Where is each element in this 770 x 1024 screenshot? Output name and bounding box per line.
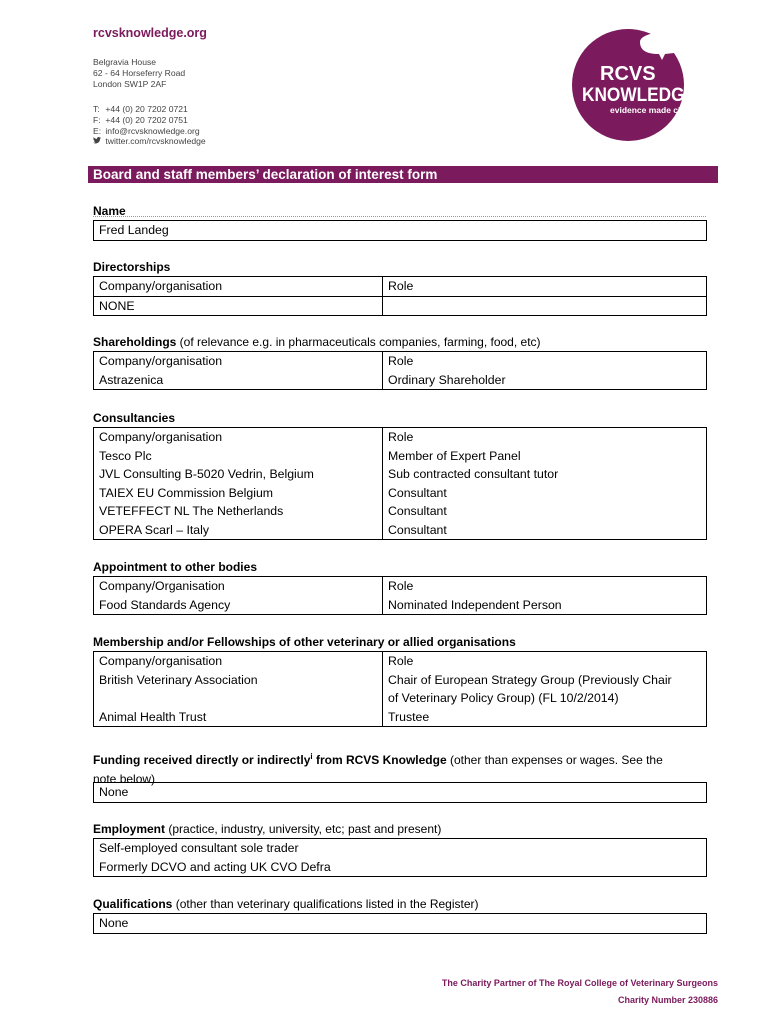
form-title-banner [88,166,718,183]
consultancies-label: Consultancies [93,411,176,425]
employment-table [93,838,707,877]
table-row: TAIEX EU Commission Belgium Consultant [94,484,707,503]
employment-label: Employment (practice, industry, university, etc; past and present) [93,822,442,836]
table-row: Animal Health Trust Trustee [94,708,707,727]
appointments-table [93,576,707,615]
website-link[interactable]: rcvsknowledge.org [93,26,207,40]
name-value[interactable]: Fred Landeg [94,221,707,241]
table-row: British Veterinary Association Chair of European Strategy Group (Previously Chair [94,671,707,690]
directorships-table [93,276,707,316]
logo-tagline: evidence made clear [610,105,694,115]
address-line: 62 - 64 Horseferry Road [93,67,186,78]
footer-charity-partner: The Charity Partner of The Royal College of Veterinary Surgeons [441,978,718,988]
table-header-row: Company/Organisation Role [94,577,707,596]
shareholdings-label: Shareholdings (of relevance e.g. in pharmaceuticals companies, farming, food, etc) [93,335,541,349]
contact-block [93,104,206,147]
twitter-line [93,136,206,147]
twitter-icon [93,136,103,147]
table-row: VETEFFECT NL The Netherlands Consultant [94,502,707,521]
qualifications-table [93,913,707,934]
footer-charity-number: Charity Number 230886 [617,995,718,1005]
memberships-label: Membership and/or Fellowships of other veterinary or allied organisations [93,635,516,649]
employment-line[interactable]: Formerly DCVO and acting UK CVO Defra [94,858,707,877]
memberships-table [93,651,707,727]
funding-label: Funding received directly or indirectly$^i$ from RCVS Knowledge (other than expenses or wages. See the note below) [93,752,663,786]
table-row: Tesco Plc Member of Expert Panel [94,447,707,466]
appointments-label: Appointment to other bodies [93,560,257,574]
fax-line: F: +44 (0) 20 7202 0751 [93,114,188,125]
table-row: OPERA Scarl – Italy Consultant [94,521,707,540]
postal-address [93,57,185,89]
employment-line[interactable]: Self-employed consultant sole trader [94,839,707,858]
divider [93,216,706,217]
table-row: Astrazenica Ordinary Shareholder [94,371,707,390]
twitter-link[interactable]: twitter.com/rcvsknowledge [105,136,206,147]
phone-line: T: +44 (0) 20 7202 0721 [93,104,188,114]
table-header-row: Company/organisation Role [94,352,707,371]
form-title: Board and staff members’ declaration of interest form [93,167,438,182]
email-link[interactable]: info@rcvsknowledge.org [105,125,200,136]
table-header-row: Company/organisation Role [94,652,707,671]
table-row: Food Standards Agency Nominated Independent Person [94,596,707,615]
funding-value[interactable]: None [94,783,707,803]
rcvs-knowledge-logo [570,28,695,143]
qualifications-value[interactable]: None [94,914,707,934]
shareholdings-table [93,351,707,390]
table-row: NONE [94,296,707,316]
table-row: JVL Consulting B-5020 Vedrin, Belgium Sub contracted consultant tutor [94,465,707,484]
name-label: Name [93,204,126,218]
table-header-row: Company/organisation Role [94,277,707,297]
logo-line-1: RCVS [600,63,656,85]
funding-table [93,782,707,803]
address-line: Belgravia House [93,57,157,67]
qualifications-label: Qualifications (other than veterinary qualifications listed in the Register) [93,897,479,911]
directorships-label: Directorships [93,260,171,274]
email-line: E: info@rcvsknowledge.org [93,125,200,136]
table-row: of Veterinary Policy Group) (FL 10/2/2014) [94,689,707,708]
consultancies-table [93,427,707,540]
address-line: London SW1P 2AF [93,78,167,89]
table-header-row: Company/organisation Role [94,428,707,447]
name-table [93,220,707,241]
logo-line-2: KNOWLEDGE [582,85,696,106]
